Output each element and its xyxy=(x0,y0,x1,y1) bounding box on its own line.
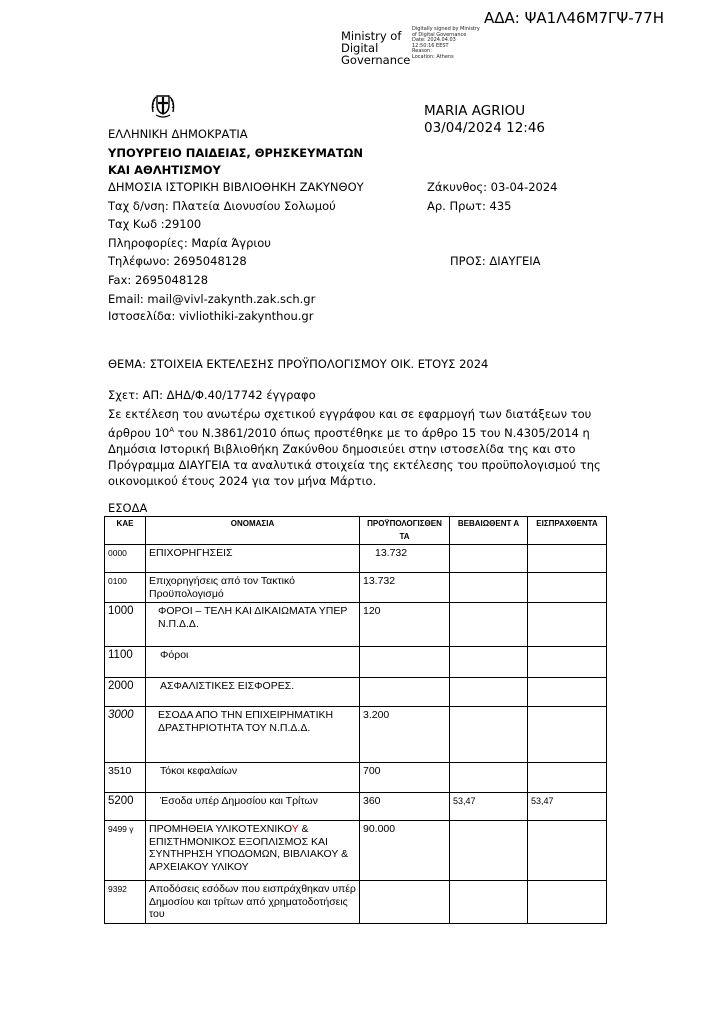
website: Ιστοσελίδα: vivliothiki-zakynthou.gr xyxy=(108,309,314,323)
budget-cell: 13.732 xyxy=(360,545,450,573)
collected-cell xyxy=(528,678,607,707)
kae-cell: 0100 xyxy=(105,573,146,603)
contact-info: Πληροφορίες: Μαρία Άγριου xyxy=(108,236,271,250)
table-row xyxy=(105,881,607,924)
collected-cell: 53,47 xyxy=(528,793,607,821)
budget-cell: 700 xyxy=(360,763,450,793)
phone: Τηλέφωνο: 2695048128 xyxy=(108,254,247,268)
name-cell: ΠΡΟΜΗΘΕΙΑ ΥΛΙΚΟΤΕΧΝΙΚΟΥ & ΕΠΙΣΤΗΜΟΝΙΚΟΣ ΕΞΟΠΛΙΣΜΟΣ ΚΑΙ ΣΥΝΤΗΡΗΣΗ ΥΠΟΔΟΜΩΝ, ΒΙΒΛΙΑΚΟΥ & ΑΡΧΕΙΑΚΟΥ ΥΛΙΚΟΥ xyxy=(146,821,360,881)
name-cell: Επιχορηγήσεις από τον Τακτικό Προϋπολογισμό xyxy=(146,573,360,603)
table-row xyxy=(105,678,607,707)
postal-code: Ταχ Κωδ :29100 xyxy=(108,217,202,231)
ministry-line-2: ΚΑΙ ΑΘΛΗΤΙΣΜΟΥ xyxy=(108,163,221,177)
column-header: ΠΡΟΫΠΟΛΟΓΙΣΘΕΝ ΤΑ xyxy=(360,517,450,545)
kae-cell: 9392 xyxy=(105,881,146,924)
greek-emblem-icon xyxy=(148,90,178,120)
collected-cell xyxy=(528,603,607,647)
signer-name: MARIA AGRIOU xyxy=(424,103,526,119)
table-header-row xyxy=(105,517,607,545)
budget-cell xyxy=(360,678,450,707)
certified-cell xyxy=(450,545,528,573)
budget-cell: 360 xyxy=(360,793,450,821)
name-cell: ΑΣΦΑΛΙΣΤΙΚΕΣ ΕΙΣΦΟΡΕΣ. xyxy=(146,678,360,707)
name-cell: Έσοδα υπέρ Δημοσίου και Τρίτων xyxy=(146,793,360,821)
certified-cell xyxy=(450,881,528,924)
kae-cell: 9499 γ xyxy=(105,821,146,881)
republic-label: ΕΛΛΗΝΙΚΗ ΔΗΜΟΚΡΑΤΙΑ xyxy=(108,127,248,141)
ministry-line-1: ΥΠΟΥΡΓΕΙΟ ΠΑΙΔΕΙΑΣ, ΘΡΗΣΚΕΥΜΑΤΩΝ xyxy=(108,146,364,160)
certified-cell xyxy=(450,573,528,603)
digital-signature-details: Digitally signed by Ministry of Digital Governance Date: 2024.04.03 12:50:16 EEST Reason: Location: Athens xyxy=(412,26,480,60)
table-row xyxy=(105,821,607,881)
certified-cell xyxy=(450,821,528,881)
kae-cell: 1000 xyxy=(105,603,146,647)
table-row xyxy=(105,707,607,763)
table-title: ΕΣΟΔΑ xyxy=(108,501,148,515)
budget-cell: 3.200 xyxy=(360,707,450,763)
name-cell: Αποδόσεις εσόδων που εισπράχθηκαν υπέρ Δημοσίου και τρίτων από χρηματοδοτήσεις του xyxy=(146,881,360,924)
certified-cell xyxy=(450,678,528,707)
table-row xyxy=(105,603,607,647)
revenue-table xyxy=(104,516,607,924)
table-row xyxy=(105,763,607,793)
table-row xyxy=(105,793,607,821)
library-name: ΔΗΜΟΣΙΑ ΙΣΤΟΡΙΚΗ ΒΙΒΛΙΟΘΗΚΗ ΖΑΚΥΝΘΟΥ xyxy=(108,180,364,194)
table-row xyxy=(105,573,607,603)
collected-cell xyxy=(528,573,607,603)
budget-cell: 120 xyxy=(360,603,450,647)
kae-cell: 1100 xyxy=(105,647,146,678)
budget-cell xyxy=(360,881,450,924)
certified-cell xyxy=(450,647,528,678)
kae-cell: 0000 xyxy=(105,545,146,573)
signer-block xyxy=(424,103,545,137)
address: Ταχ δ/νση: Πλατεία Διονυσίου Σολωμού xyxy=(108,199,336,213)
name-cell: Τόκοι κεφαλαίων xyxy=(146,763,360,793)
recipient: ΠΡΟΣ: ΔΙΑΥΓΕΙΑ xyxy=(450,254,541,268)
ada-code: ΑΔΑ: ΨΑ1Λ46Μ7ΓΨ-77Η xyxy=(484,9,664,27)
collected-cell xyxy=(528,763,607,793)
name-cell: Φόροι xyxy=(146,647,360,678)
protocol-number: Αρ. Πρωτ: 435 xyxy=(427,199,512,213)
certified-cell xyxy=(450,707,528,763)
collected-cell xyxy=(528,545,607,573)
name-cell: ΦΟΡΟΙ – ΤΕΛΗ ΚΑΙ ΔΙΚΑΙΩΜΑΤΑ ΥΠΕΡ Ν.Π.Δ.Δ. xyxy=(146,603,360,647)
budget-cell xyxy=(360,647,450,678)
column-header: ΒΕΒΑΙΩΘΕΝΤ Α xyxy=(450,517,528,545)
signer-datetime: 03/04/2024 12:46 xyxy=(424,120,546,136)
budget-cell: 90.000 xyxy=(360,821,450,881)
kae-cell: 3000 xyxy=(105,707,146,763)
collected-cell xyxy=(528,707,607,763)
fax: Fax: 2695048128 xyxy=(108,273,209,287)
column-header: ΕΙΣΠΡΑΧΘΕΝΤΑ xyxy=(528,517,607,545)
table-row xyxy=(105,647,607,678)
collected-cell xyxy=(528,881,607,924)
kae-cell: 3510 xyxy=(105,763,146,793)
digital-governance-label: Ministry of Digital Governance xyxy=(341,29,411,67)
certified-cell: 53,47 xyxy=(450,793,528,821)
budget-cell: 13.732 xyxy=(360,573,450,603)
body-paragraph: Σε εκτέλεση του ανωτέρω σχετικού εγγράφου και σε εφαρμογή των διατάξεων του άρθρου $10^A$ του Ν.3861/2010 όπως προστέθηκε με το άρθρο 15 του Ν.4305/2014 η Δημόσια Ιστορική Βιβλιοθήκη Ζακύνθου δημοσιεύει στην ιστοσελίδα της και στο Πρόγραμμα ΔΙΑΥΓΕΙΑ τα αναλυτικά στοιχεία της εκτέλεσης του προϋπολογισμού της οικονομικού έτους 2024 για τον μήνα Μάρτιο. xyxy=(108,407,601,488)
column-header: ΚΑΕ xyxy=(105,517,146,545)
collected-cell xyxy=(528,647,607,678)
email: Email: mail@vivl-zakynth.zak.sch.gr xyxy=(108,292,316,306)
collected-cell xyxy=(528,821,607,881)
name-cell: ΕΣΟΔΑ ΑΠΟ ΤΗΝ ΕΠΙΧΕΙΡΗΜΑΤΙΚΗ ΔΡΑΣΤΗΡΙΟΤΗΤΑ ΤΟΥ Ν.Π.Δ.Δ. xyxy=(146,707,360,763)
name-cell: ΕΠΙΧΟΡΗΓΗΣΕΙΣ xyxy=(146,545,360,573)
kae-cell: 2000 xyxy=(105,678,146,707)
certified-cell xyxy=(450,763,528,793)
certified-cell xyxy=(450,603,528,647)
column-header: ΟΝΟΜΑΣΙΑ xyxy=(146,517,360,545)
kae-cell: 5200 xyxy=(105,793,146,821)
subject-line: ΘΕΜΑ: ΣΤΟΙΧΕΙΑ ΕΚΤΕΛΕΣΗΣ ΠΡΟΫΠΟΛΟΓΙΣΜΟΥ ΟΙΚ. ΕΤΟΥΣ 2024 xyxy=(108,357,489,371)
document-date: Ζάκυνθος: 03-04-2024 xyxy=(427,180,558,194)
table-row xyxy=(105,545,607,573)
reference-line: Σχετ: ΑΠ: ΔΗΔ/Φ.40/17742 έγγραφο xyxy=(108,388,316,402)
